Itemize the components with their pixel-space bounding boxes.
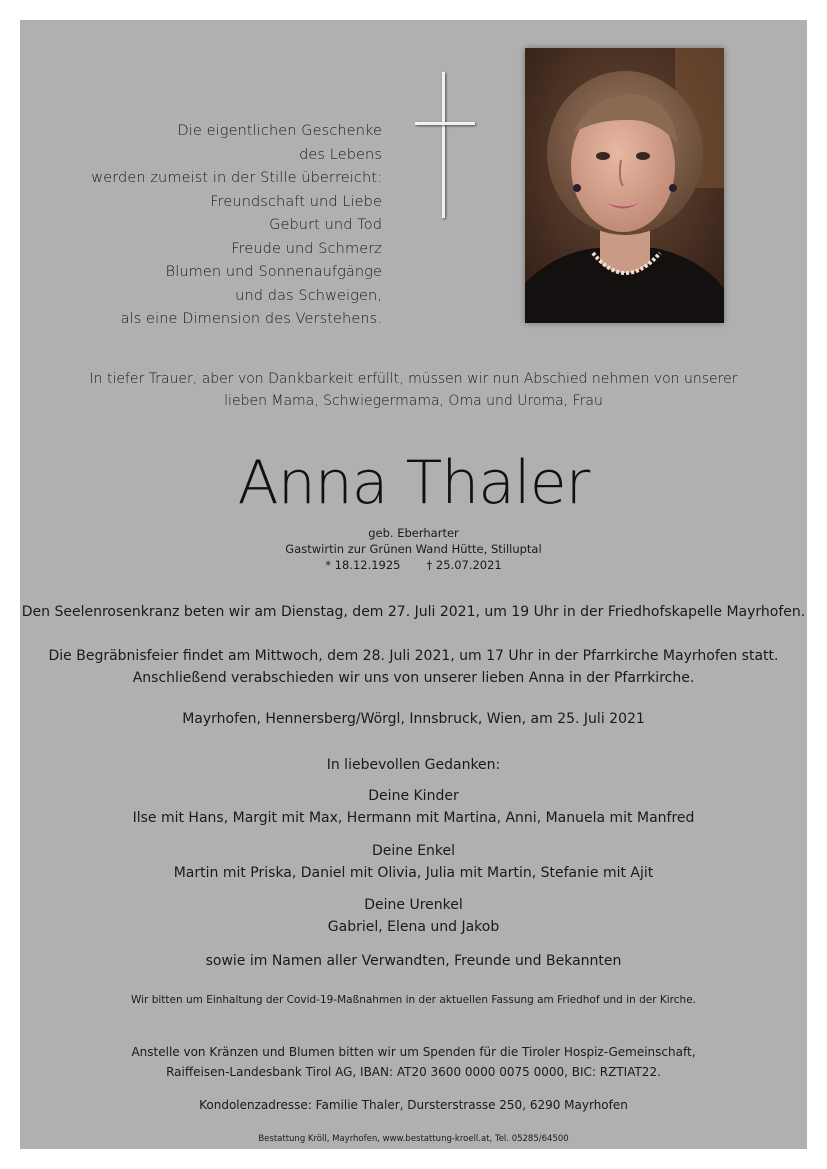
poem-line: als eine Dimension des Verstehens. — [120, 311, 382, 327]
poem-line: Freude und Schmerz — [231, 240, 382, 257]
birth-date: * 18.12.1925 — [325, 558, 401, 572]
funeral-text — [20, 645, 807, 689]
born-name: geb. Eberharter — [368, 526, 459, 540]
group-names: Martin mit Priska, Daniel mit Olivia, Julia mit Martin, Stefanie mit Ajit — [173, 865, 654, 881]
family-group-great-grandchildren — [20, 894, 807, 938]
covid-notice: Wir bitten um Einhaltung der Covid-19-Maßnahmen in der aktuellen Fassung am Friedhof und in der Kirche. — [130, 994, 696, 1006]
place-date: Mayrhofen, Hennersberg/Wörgl, Innsbruck, Wien, am 25. Juli 2021 — [182, 711, 645, 727]
poem-line: und das Schweigen, — [235, 287, 382, 304]
condolence-address: Kondolenzadresse: Familie Thaler, Dursterstrasse 250, 6290 Mayrhofen — [199, 1098, 628, 1112]
intro-line: lieben Mama, Schwiegermama, Oma und Uroma, Frau — [224, 393, 603, 409]
group-title: Deine Urenkel — [364, 897, 463, 913]
obituary-card — [20, 20, 807, 1149]
life-dates — [20, 557, 807, 573]
poem-line: Freundschaft und Liebe — [210, 193, 382, 210]
donation-line: Anstelle von Kränzen und Blumen bitten wir um Spenden für die Tiroler Hospiz-Gemeinschaft, — [131, 1045, 696, 1059]
group-names: Gabriel, Elena und Jakob — [327, 919, 500, 935]
deceased-details — [20, 525, 807, 573]
thoughts-heading: In liebevollen Gedanken: — [326, 757, 501, 773]
donation-notice — [20, 1042, 807, 1082]
poem-line: werden zumeist in der Stille überreicht: — [91, 170, 382, 186]
intro-line: In tiefer Trauer, aber von Dankbarkeit erfüllt, müssen wir nun Abschied nehmen von unserer — [89, 371, 738, 387]
poem-line: Geburt und Tod — [269, 217, 382, 233]
poem — [91, 120, 382, 332]
occupation: Gastwirtin zur Grünen Wand Hütte, Stilluptal — [285, 542, 542, 556]
group-title: Deine Enkel — [371, 843, 456, 859]
death-date: † 25.07.2021 — [426, 558, 502, 572]
cross-icon — [415, 72, 475, 220]
funeral-line: Anschließend verabschieden wir uns von unserer lieben Anna in der Pfarrkirche. — [132, 670, 695, 686]
group-title: Deine Kinder — [368, 788, 459, 804]
rosary-text: Den Seelenrosenkranz beten wir am Dienstag, dem 27. Juli 2021, um 19 Uhr in der Friedhofskapelle Mayrhofen. — [21, 604, 806, 620]
donation-line: Raiffeisen-Landesbank Tirol AG, IBAN: AT20 3600 0000 0075 0000, BIC: RZTIAT22. — [166, 1065, 661, 1079]
family-group-children — [20, 785, 807, 829]
deceased-name: Anna Thaler — [237, 448, 590, 518]
behalf-text: sowie im Namen aller Verwandten, Freunde und Bekannten — [205, 953, 622, 969]
funeral-line: Die Begräbnisfeier findet am Mittwoch, dem 28. Juli 2021, um 17 Uhr in der Pfarrkirche Mayrhofen statt. — [48, 648, 779, 664]
portrait-photo — [525, 48, 724, 323]
funeral-home-footer: Bestattung Kröll, Mayrhofen, www.bestattung-kroell.at, Tel. 05285/64500 — [258, 1134, 569, 1144]
intro-text — [20, 368, 807, 412]
poem-line: Blumen und Sonnenaufgänge — [165, 264, 382, 280]
group-names: Ilse mit Hans, Margit mit Max, Hermann mit Martina, Anni, Manuela mit Manfred — [132, 810, 695, 826]
family-group-grandchildren — [20, 840, 807, 884]
poem-line: Die eigentlichen Geschenke — [177, 123, 382, 139]
poem-line: des Lebens — [299, 146, 382, 163]
